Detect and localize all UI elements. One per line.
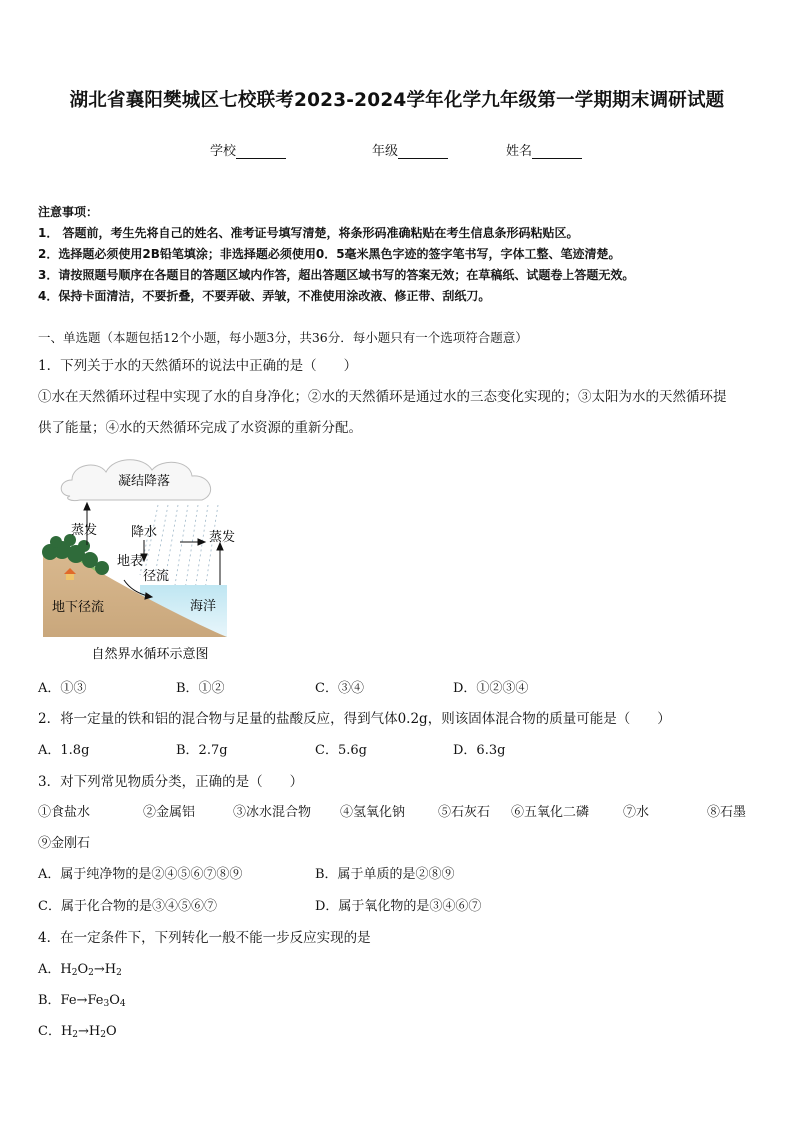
notice-item: 4．保持卡面清洁，不要折叠，不要弄破、弄皱，不准使用涂改液、修正带、刮纸刀。 — [38, 289, 491, 303]
school-field[interactable] — [210, 140, 286, 159]
list-item: ①食盐水 — [38, 805, 91, 820]
option-b[interactable]: B．属于单质的是②⑧⑨ — [315, 867, 455, 882]
notice-item: 3．请按照题号顺序在各题目的答题区域内作答，超出答题区域书写的答案无效；在草稿纸、试题卷上答题无效。 — [38, 268, 635, 282]
ocean-label: 海洋 — [189, 599, 217, 614]
notice-item: 1． 答题前，考生先将自己的姓名、准考证号填写清楚，将条形码准确粘贴在考生信息条形码粘贴区。 — [38, 226, 579, 240]
question-3-stem: 3．对下列常见物质分类，正确的是（ ） — [38, 774, 304, 790]
option-a[interactable]: A．1.8g — [38, 743, 90, 758]
question-1-text: 供了能量；④水的天然循环完成了水资源的重新分配。 — [38, 420, 362, 436]
option-c[interactable]: C．③④ — [315, 681, 364, 696]
option-c[interactable] — [38, 1020, 117, 1039]
surface-label: 地表 — [116, 554, 144, 569]
option-b-prefix: B．Fe→Fe — [38, 993, 104, 1008]
question-1-stem: 1．下列关于水的天然循环的说法中正确的是（ ） — [38, 358, 358, 374]
grade-label: 年级 — [372, 144, 399, 159]
subscript: 2 — [88, 968, 94, 978]
subscript: 2 — [116, 968, 122, 978]
name-label: 姓名 — [506, 144, 533, 159]
subscript: 2 — [71, 968, 78, 978]
question-1-text: ①水在天然循环过程中实现了水的自身净化；②水的天然循环是通过水的三态变化实现的；③太阳为水的天然循环提 — [38, 389, 727, 405]
water-cycle-diagram — [40, 450, 240, 670]
option-b[interactable] — [38, 989, 126, 1008]
list-item: ⑤石灰石 — [438, 805, 491, 820]
grade-field[interactable] — [372, 140, 448, 159]
subscript: 2 — [100, 1030, 106, 1040]
notice-heading: 注意事项： — [38, 205, 99, 219]
option-a[interactable]: A．①③ — [38, 681, 87, 696]
question-2-stem: 2．将一定量的铁和铝的混合物与足量的盐酸反应，得到气体0.2g，则该固体混合物的质量可能是（ ） — [38, 711, 671, 727]
school-label: 学校 — [210, 144, 237, 159]
runoff-label: 径流 — [142, 569, 170, 584]
precip-label: 降水 — [130, 525, 158, 540]
option-b[interactable]: B．①② — [176, 681, 225, 696]
subscript: 2 — [72, 1030, 79, 1040]
option-a[interactable]: A．属于纯净物的是②④⑤⑥⑦⑧⑨ — [38, 867, 243, 882]
option-c[interactable]: C．5.6g — [315, 743, 367, 758]
list-item: ③冰水混合物 — [233, 805, 312, 820]
formula-part: O — [77, 962, 89, 977]
formula-part: →H — [78, 1024, 101, 1039]
underground-label: 地下径流 — [51, 600, 105, 615]
list-item: ②金属铝 — [143, 805, 196, 820]
evap-left-label: 蒸发 — [70, 523, 98, 538]
list-item: ⑦水 — [623, 805, 650, 820]
grade-blank[interactable] — [398, 144, 448, 159]
subscript: 4 — [119, 999, 126, 1009]
list-item: ⑨金刚石 — [38, 836, 91, 851]
section-heading: 一、单选题（本题包括12个小题，每小题3分，共36分．每小题只有一个选项符合题意） — [38, 330, 528, 345]
page-title: 湖北省襄阳樊城区七校联考2023-2024学年化学九年级第一学期期末调研试题 — [69, 90, 725, 111]
formula-part: O — [109, 993, 120, 1008]
name-field[interactable] — [506, 140, 582, 159]
subscript: 3 — [103, 999, 110, 1009]
option-d[interactable]: D．属于氧化物的是③④⑥⑦ — [315, 899, 482, 914]
option-a-prefix: A．H — [38, 962, 72, 977]
option-a[interactable] — [38, 958, 122, 977]
option-b[interactable]: B．2.7g — [176, 743, 228, 758]
list-item: ⑥五氧化二磷 — [511, 805, 590, 820]
list-item: ④氢氧化钠 — [340, 805, 406, 820]
option-d[interactable]: D．6.3g — [453, 743, 506, 758]
option-c[interactable]: C．属于化合物的是③④⑤⑥⑦ — [38, 899, 217, 914]
name-blank[interactable] — [532, 144, 582, 159]
question-4-stem: 4．在一定条件下，下列转化一般不能一步反应实现的是 — [38, 930, 371, 946]
cloud-label: 凝结降落 — [117, 474, 171, 489]
diagram-caption: 自然界水循环示意图 — [91, 647, 209, 662]
option-c-prefix: C．H — [38, 1024, 73, 1039]
formula-part: O — [106, 1024, 117, 1039]
school-blank[interactable] — [236, 144, 286, 159]
evap-right-label: 蒸发 — [208, 530, 236, 545]
list-item: ⑧石墨 — [707, 805, 747, 820]
option-d[interactable]: D．①②③④ — [453, 681, 529, 696]
formula-part: →H — [93, 962, 117, 977]
notice-item: 2．选择题必须使用2B铅笔填涂；非选择题必须使用0．5毫米黑色字迹的签字笔书写，字体工整、笔迹清楚。 — [38, 247, 621, 261]
